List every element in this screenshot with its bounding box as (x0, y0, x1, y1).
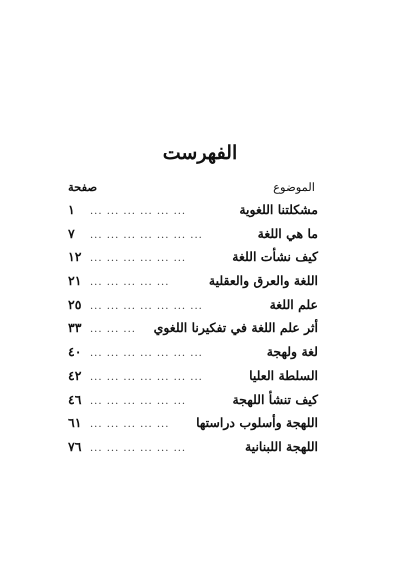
toc-entry-page: ٤٢ (68, 367, 82, 383)
toc-entry (68, 273, 318, 297)
page-title: الفهرست (162, 142, 238, 164)
dot-leader: ... ... ... (90, 324, 136, 336)
toc-entry-title: أثر علم اللغة في تفكيرنا اللغوي (153, 320, 318, 336)
toc-entry-title: ما هي اللغة (257, 225, 318, 241)
toc-entry-page: ٧ (68, 225, 75, 241)
toc-entry-page: ٢١ (68, 273, 82, 289)
toc-entry (68, 392, 318, 416)
toc-entry-page: ٦١ (68, 415, 82, 431)
dot-leader: ... ... ... ... ... ... ... (90, 348, 203, 360)
toc-entry-page: ١ (68, 202, 75, 217)
toc-entry (68, 344, 318, 368)
topic-column-header: الموضوع (273, 180, 315, 194)
toc-entry-title: السلطة العليا (249, 367, 318, 383)
dot-leader: ... ... ... ... ... ... ... (90, 229, 203, 241)
toc-entry-page: ٤٦ (68, 391, 82, 407)
toc-entry-page: ٧٦ (68, 438, 82, 454)
dot-leader: ... ... ... ... ... ... ... (90, 300, 203, 312)
toc-entry (68, 202, 318, 226)
dot-leader: ... ... ... ... ... ... (90, 395, 187, 407)
toc-list (68, 202, 318, 463)
toc-entry-title: كيف تنشأ اللهجة (232, 391, 318, 407)
toc-entry-page: ٣٣ (68, 320, 82, 336)
toc-entry (68, 249, 318, 273)
page-column-header: صفحة (68, 180, 98, 194)
toc-entry (68, 368, 318, 392)
toc-entry-page: ١٢ (68, 249, 82, 265)
dot-leader: ... ... ... ... ... (90, 277, 170, 289)
dot-leader: ... ... ... ... ... ... (90, 442, 187, 454)
toc-entry (68, 226, 318, 250)
toc-entry-title: علم اللغة (269, 296, 318, 312)
toc-entry-title: اللهجة وأسلوب دراستها (196, 415, 318, 431)
toc-entry (68, 439, 318, 463)
dot-leader: ... ... ... ... ... ... ... (90, 371, 203, 383)
toc-entry-title: مشكلتنا اللغوية (239, 202, 318, 217)
dot-leader: ... ... ... ... ... (90, 419, 170, 431)
toc-entry-title: كيف نشأت اللغة (232, 249, 318, 265)
toc-entry (68, 320, 318, 344)
toc-entry (68, 415, 318, 439)
toc-entry-title: اللغة والعرق والعقلية (208, 273, 318, 289)
toc-entry-page: ٢٥ (68, 296, 82, 312)
toc-entry-title: لغة ولهجة (266, 344, 318, 360)
dot-leader: ... ... ... ... ... ... (90, 206, 187, 217)
toc-entry-page: ٤٠ (68, 344, 82, 360)
dot-leader: ... ... ... ... ... ... (90, 253, 187, 265)
toc-entry-title: اللهجة اللبنانية (244, 438, 318, 454)
toc-entry (68, 297, 318, 321)
